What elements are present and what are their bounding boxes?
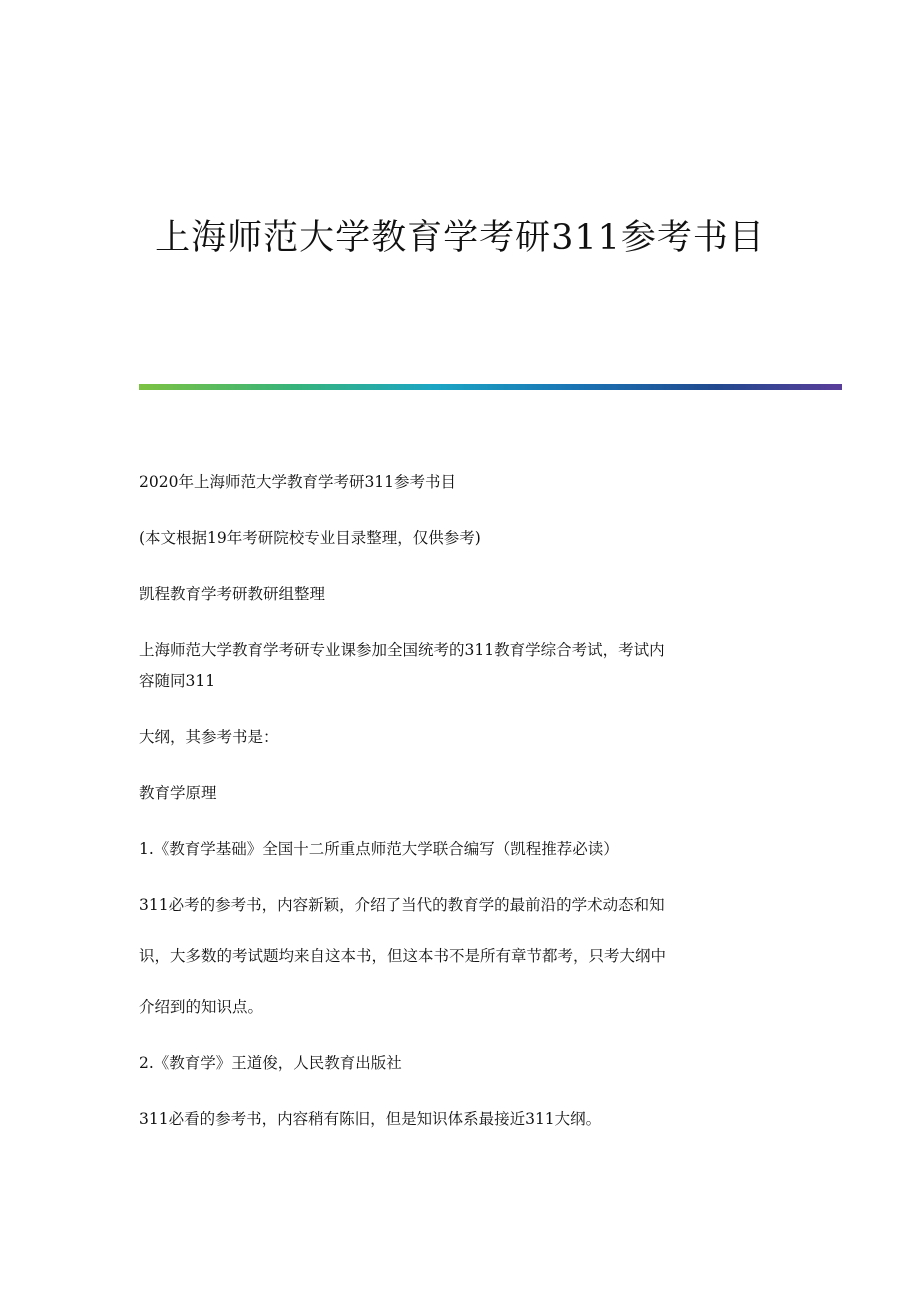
paragraph-intro: 上海师范大学教育学考研专业课参加全国统考的311教育学综合考试，考试内 — [139, 641, 665, 659]
book-1-title: 1.《教育学基础》全国十二所重点师范大学联合编写（凯程推荐必读） — [139, 840, 619, 858]
paragraph-heading: 2020年上海师范大学教育学考研311参考书目 — [139, 473, 457, 491]
book-2-description: 311必看的参考书，内容稍有陈旧，但是知识体系最接近311大纲。 — [139, 1110, 602, 1128]
gradient-divider — [139, 384, 842, 390]
paragraph-intro-cont: 容随同311 — [139, 672, 216, 690]
paragraph-author: 凯程教育学考研教研组整理 — [139, 585, 326, 603]
book-1-description-line: 311必考的参考书，内容新颖，介绍了当代的教育学的最前沿的学术动态和知 — [139, 896, 665, 914]
paragraph-note: (本文根据19年考研院校专业目录整理，仅供参考) — [139, 529, 481, 547]
document-title: 上海师范大学教育学考研311参考书目 — [155, 218, 765, 258]
book-2-title: 2.《教育学》王道俊，人民教育出版社 — [139, 1054, 402, 1072]
document-body — [139, 468, 789, 1161]
section-heading: 教育学原理 — [139, 784, 217, 802]
book-1-description — [139, 891, 789, 1022]
book-1-description-line: 识，大多数的考试题均来自这本书，但这本书不是所有章节都考，只考大纲中 — [139, 947, 667, 965]
paragraph-syllabus: 大纲，其参考书是： — [139, 728, 279, 746]
book-1-description-line: 介绍到的知识点。 — [139, 998, 264, 1016]
